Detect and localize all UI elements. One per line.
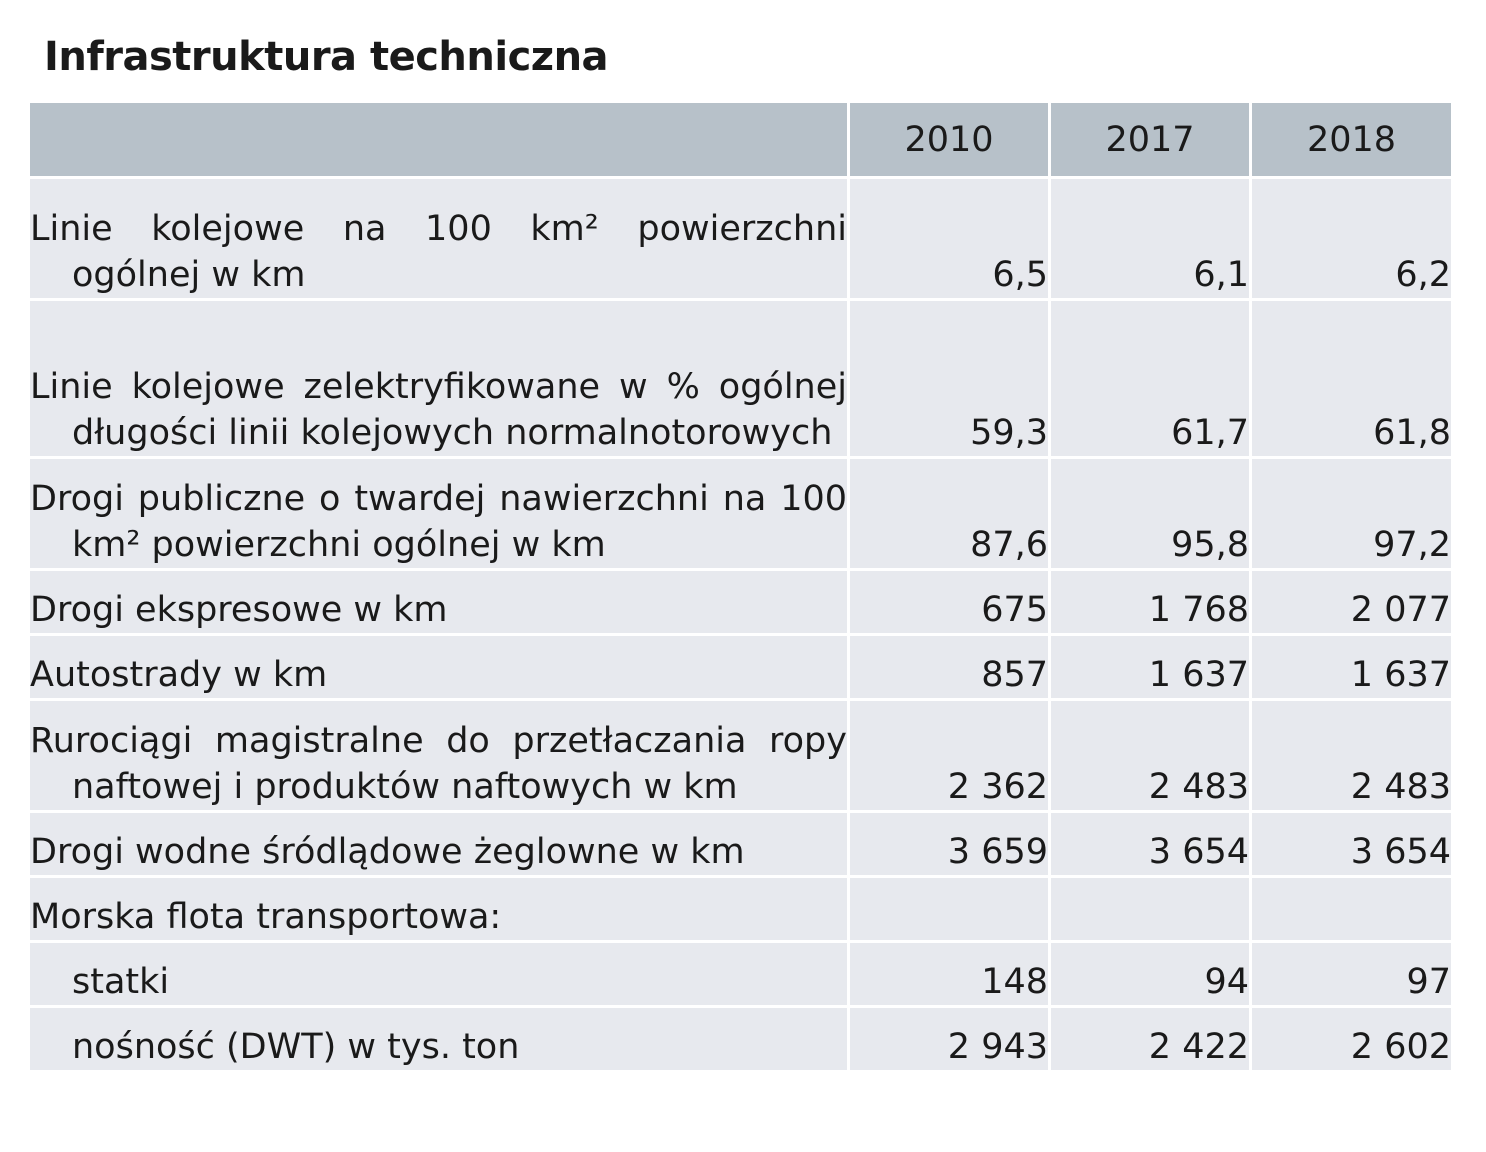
cell-value: 2 602 — [1251, 1007, 1453, 1072]
row-label — [29, 458, 849, 570]
row-label — [29, 877, 849, 942]
table-row — [29, 635, 1453, 700]
row-label-text: Rurociągi magistralne do przetłaczania ropy naftowej i produktów naftowych w km — [30, 721, 847, 807]
cell-value: 6,2 — [1251, 178, 1453, 300]
cell-value: 3 654 — [1050, 812, 1251, 877]
row-label-text: Morska flota transportowa: — [30, 897, 502, 937]
cell-value: 87,6 — [849, 458, 1050, 570]
cell-value: 97,2 — [1251, 458, 1453, 570]
cell-value: 1 637 — [1251, 635, 1453, 700]
cell-value: 6,1 — [1050, 178, 1251, 300]
row-label — [29, 300, 849, 458]
cell-value: 97 — [1251, 942, 1453, 1007]
cell-value — [1251, 877, 1453, 942]
table-row — [29, 300, 1453, 458]
row-label — [29, 635, 849, 700]
row-label-text: nośność (DWT) w tys. ton — [72, 1027, 520, 1067]
row-label — [29, 1007, 849, 1072]
cell-value: 59,3 — [849, 300, 1050, 458]
table-row — [29, 942, 1453, 1007]
row-label — [29, 700, 849, 812]
cell-value: 2 943 — [849, 1007, 1050, 1072]
cell-value: 2 077 — [1251, 570, 1453, 635]
cell-value: 3 659 — [849, 812, 1050, 877]
table-row — [29, 877, 1453, 942]
cell-value: 857 — [849, 635, 1050, 700]
table-row — [29, 812, 1453, 877]
table-row — [29, 700, 1453, 812]
row-label — [29, 812, 849, 877]
table-row — [29, 458, 1453, 570]
cell-value: 3 654 — [1251, 812, 1453, 877]
table-header-row — [29, 102, 1453, 178]
cell-value: 95,8 — [1050, 458, 1251, 570]
cell-value: 94 — [1050, 942, 1251, 1007]
cell-value: 2 422 — [1050, 1007, 1251, 1072]
cell-value: 2 483 — [1251, 700, 1453, 812]
cell-value: 6,5 — [849, 178, 1050, 300]
infrastructure-table — [27, 100, 1454, 1073]
column-header-2010: 2010 — [849, 102, 1050, 178]
column-header-2017: 2017 — [1050, 102, 1251, 178]
table-row — [29, 178, 1453, 300]
column-header-label — [29, 102, 849, 178]
row-label — [29, 942, 849, 1007]
cell-value — [1050, 877, 1251, 942]
cell-value: 1 637 — [1050, 635, 1251, 700]
cell-value: 1 768 — [1050, 570, 1251, 635]
row-label-text: Drogi ekspresowe w km — [30, 590, 448, 630]
row-label-text: statki — [72, 962, 170, 1002]
row-label-text: Drogi wodne śródlądowe żeglowne w km — [30, 832, 745, 872]
cell-value: 148 — [849, 942, 1050, 1007]
cell-value — [849, 877, 1050, 942]
cell-value: 675 — [849, 570, 1050, 635]
row-label-text: Drogi publiczne o twardej nawierzchni na 100 km² powierzchni ogólnej w km — [30, 479, 847, 565]
table-row — [29, 570, 1453, 635]
table-row — [29, 1007, 1453, 1072]
cell-value: 61,8 — [1251, 300, 1453, 458]
row-label — [29, 570, 849, 635]
cell-value: 2 483 — [1050, 700, 1251, 812]
row-label — [29, 178, 849, 300]
row-label-text: Linie kolejowe na 100 km² powierzchni ogólnej w km — [30, 209, 847, 295]
row-label-text: Linie kolejowe zelektryfikowane w % ogólnej długości linii kolejowych normalnotorowych — [30, 367, 847, 453]
column-header-2018: 2018 — [1251, 102, 1453, 178]
page-title: Infrastruktura techniczna — [44, 34, 609, 80]
cell-value: 2 362 — [849, 700, 1050, 812]
cell-value: 61,7 — [1050, 300, 1251, 458]
row-label-text: Autostrady w km — [30, 655, 328, 695]
